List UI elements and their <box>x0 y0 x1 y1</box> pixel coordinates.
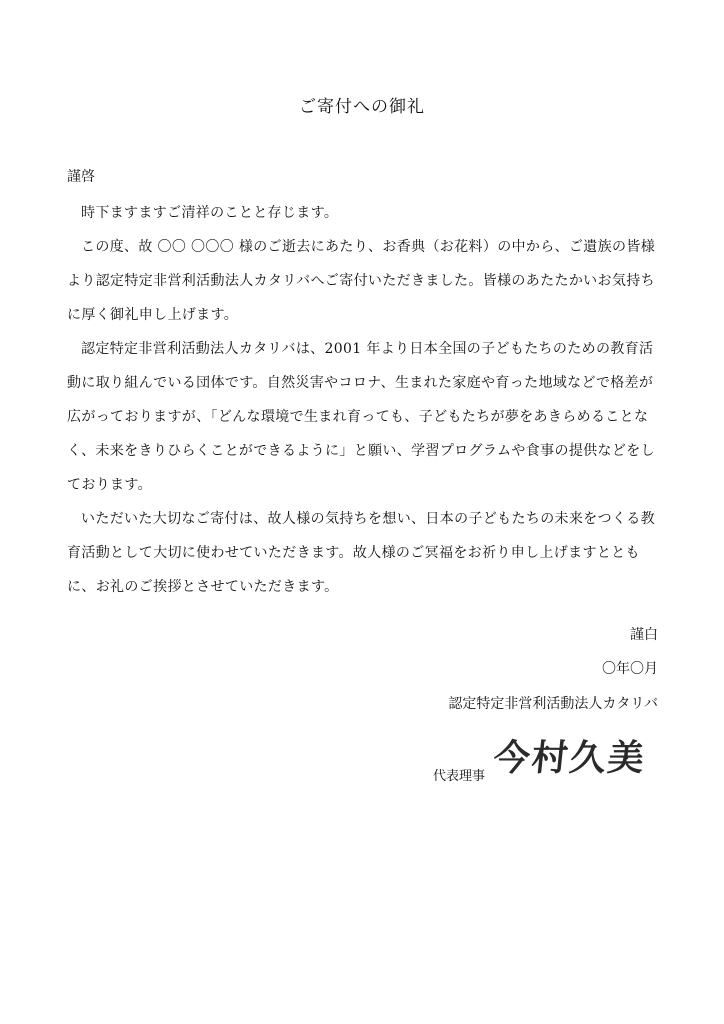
paragraph-donation-use: いただいた大切なご寄付は、故人様の気持ちを想い、日本の子どもたちの未来をつくる教育活動として大切に使わせていただきます。故人様のご冥福をお祈り申し上げますとともに、お礼のご挨拶とさせていただきます。 <box>67 511 655 595</box>
paragraph-organization-intro: 認定特定非営利活動法人カタリバは、2001 年より日本全国の子どもたちのための教育活動に取り組んでいる団体です。自然災害やコロナ、生まれた家庭や育った地域などで格差が広がっておりますが、「どんな環境で生まれ育っても、子どもたちが夢をあきらめることなく、未来をきりひらくことができるように」と願い、学習プログラムや食事の提供などをしております。 <box>67 341 655 493</box>
paragraph-greeting: 時下ますますご清祥のことと存じます。 <box>81 205 339 221</box>
letter-title: ご寄付への御礼 <box>299 97 425 117</box>
representative-title: 代表理事 <box>433 769 486 784</box>
letter-body <box>67 196 663 604</box>
salutation: 謹啓 <box>67 169 95 185</box>
paragraph-donation-thanks: この度、故 〇〇 〇〇〇 様のご逝去にあたり、お香典（お花料）の中から、ご遺族の皆様より認定特定非営利活動法人カタリバへご寄付いただきました。皆様のあたたかいお気持ちに厚く御礼申し上げます。 <box>67 239 656 323</box>
representative-signature: 今村久美 <box>491 738 648 779</box>
closing-word: 謹白 <box>630 627 658 643</box>
letter-date: 〇年〇月 <box>602 661 658 677</box>
organization-name: 認定特定非営利活動法人カタリバ <box>448 696 658 712</box>
